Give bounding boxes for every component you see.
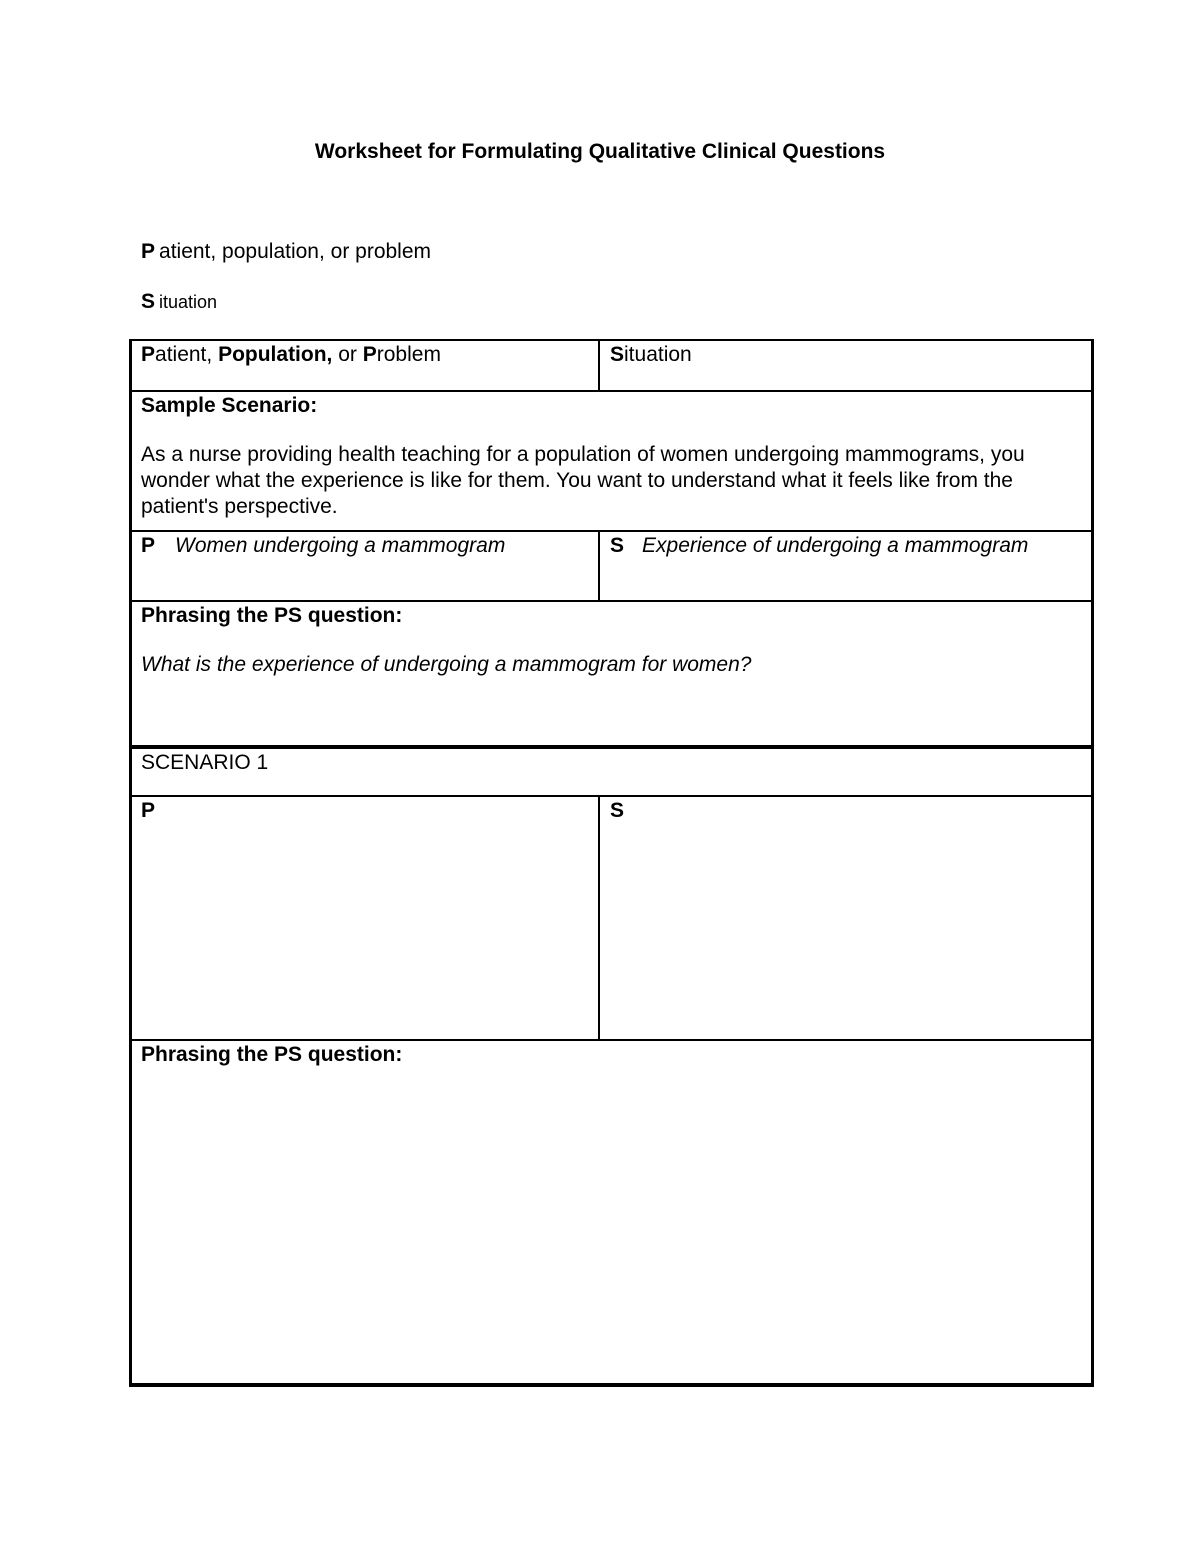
sample-p-cell: P Women undergoing a mammogram (141, 534, 506, 557)
legend-p-letter: P (141, 240, 156, 263)
sample-scenario-heading: Sample Scenario: (141, 394, 318, 417)
header-patient-cell: Patient, Population, or Problem (141, 343, 441, 366)
page-title: Worksheet for Formulating Qualitative Clinical Questions (314, 140, 886, 163)
legend-p-text: atient, population, or problem (159, 240, 432, 263)
scenario-1-question-cell[interactable]: Phrasing the PS question: (141, 1043, 403, 1066)
worksheet-table (129, 339, 1094, 1387)
legend-s-text: ituation (159, 292, 218, 312)
scenario-1-p-cell[interactable]: P (141, 799, 156, 822)
sample-question-heading: Phrasing the PS question: (141, 604, 403, 627)
sample-question-text: What is the experience of undergoing a mammogram for women? (141, 653, 752, 676)
sample-s-cell: S Experience of undergoing a mammogram (610, 534, 1029, 557)
legend-patient (141, 240, 431, 264)
legend-s-letter: S (141, 290, 156, 313)
header-situation-cell: Situation (610, 343, 692, 366)
legend-situation (141, 290, 217, 314)
scenario-1-heading: SCENARIO 1 (141, 751, 269, 774)
sample-scenario-body: As a nurse providing health teaching for a population of women undergoing mammograms, you wonder what the experience is like for them. You want to understand what it feels like from the patient's perspective. (141, 443, 1025, 518)
scenario-1-s-cell[interactable]: S (610, 799, 625, 822)
